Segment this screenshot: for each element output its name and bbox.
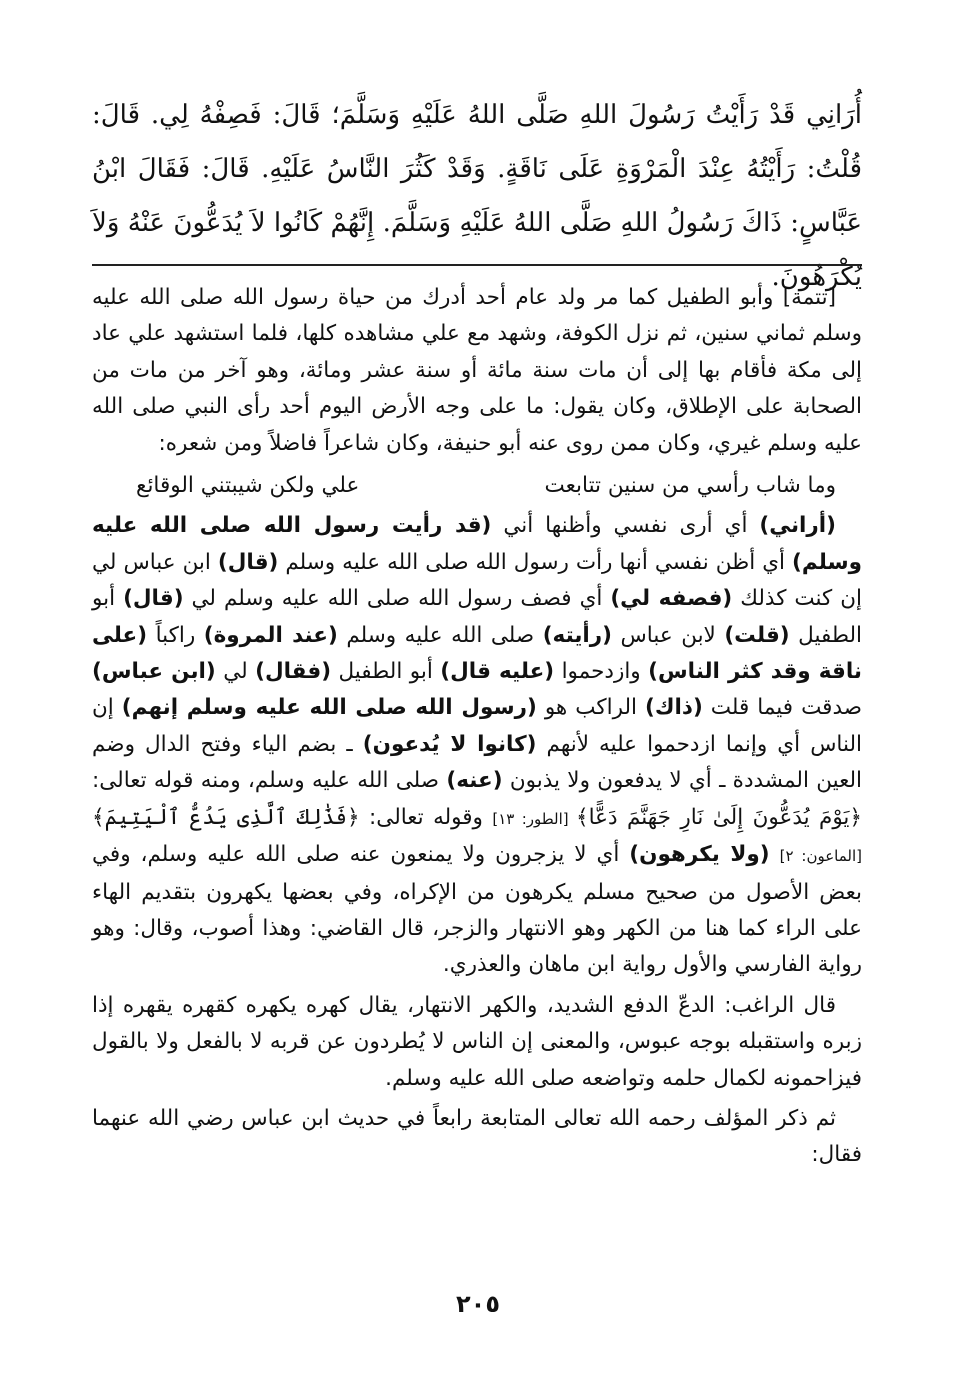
- sharh-text: أي أظن نفسي أنها رأت رسول الله صلى الله عليه وسلم: [278, 549, 793, 575]
- sharh-text: لابن عباس: [612, 622, 725, 648]
- matn-quote: (رسول الله صلى الله عليه وسلم إنهم): [121, 695, 537, 721]
- matn-quote: (قال): [217, 549, 279, 575]
- sharh-text: وازدحموا: [554, 659, 649, 685]
- sharh-text: ـ بضم الياء وفتح الدال وضم العين المشددة ـ أي لا يدفعون ولا يذبون: [92, 731, 863, 794]
- sharh-text: صلى الله عليه وسلم، ومنه قوله تعالى:: [92, 768, 447, 794]
- matn-quote: (كانوا لا يُدعون): [362, 731, 537, 757]
- sharh-text: ابن عباس لي إن كنت كذلك: [92, 549, 862, 612]
- sharh-text: وقوله تعالى:: [359, 804, 493, 830]
- matn-quote: (أراني): [759, 513, 836, 539]
- quran-reference: [الطور: ١٣]: [492, 809, 576, 828]
- sharh-text: أي لا يزجرون ولا يمنعون عنه صلى الله عليه وسلم، وفي بعض الأصول من صحيح مسلم يكرهون من الإكراه، وفي بعضها يكهرون بتقديم الهاء على الراء كما هنا من الكهر وهو الانتهار والزجر، قال القاضي: وهذا أصوب، وقال: وهو رواية الفارسي والأول رواية ابن ماهان والعذري.: [92, 842, 862, 978]
- poetry-verse: [92, 468, 862, 504]
- footnote-divider: [92, 264, 862, 266]
- sharh-text: أبو الطفيل: [92, 586, 862, 648]
- matn-quote: (عليه قال): [440, 659, 555, 685]
- raghib-paragraph: قال الراغب: الدعّ الدفع الشديد، والكهر الانتهار، يقال كهره يكهره كقهره يقهره إذا زبره واستقبله بوجه عبوس، والمعنى إن الناس لا يُطردون عن قربه لا بالفعل ولا بالقول فيزاحمونه لكمال حلمه وتواضعه صلى الله عليه وسلم.: [92, 992, 862, 1091]
- sharh-text: [770, 842, 780, 867]
- tatimma-paragraph: [تتمة] وأبو الطفيل كما مر ولد عام أحد أدرك من حياة رسول الله صلى الله عليه وسلم ثماني سنين، ثم نزل الكوفة، وشهد مع علي مشاهده كلها، فلما استشهد علي عاد إلى مكة فأقام بها إلى أن مات سنة مائة أو سنة عشر ومائة، وهو آخر من مات من الصحابة على الإطلاق، وكان يقول: ما على وجه الأرض اليوم أحد رأى النبي صلى الله عليه وسلم غيري، وكان ممن روى عنه أبو حنيفة، وكان شاعراً فاضلاً ومن شعره:: [92, 285, 862, 456]
- hadith-text: أُرَانِي قَدْ رَأَيْتُ رَسُولَ اللهِ صَلَّى اللهُ عَلَيْهِ وَسَلَّمَ؛ قَالَ: فَصِفْهُ لِي. قَالَ: قُلْتُ: رَأَيْتُهُ عِنْدَ الْمَرْوَةِ عَلَى نَاقَةٍ. وَقَدْ كَثُرَ النَّاسُ عَلَيْهِ. قَالَ: فَقَالَ ابْنُ عَبَّاسٍ: ذَاكَ رَسُولُ اللهِ صَلَّى اللهُ عَلَيْهِ وَسَلَّمَ. إِنَّهُمْ كَانُوا لاَ يُدَعُّونَ عَنْهُ وَلاَ يُكْرَهُونَ.: [92, 100, 862, 292]
- sharh-paragraph: [92, 508, 862, 983]
- sharh-text: إن الناس أي وإنما ازدحموا عليه لأنهم: [92, 695, 862, 757]
- sharh-text: الراكب هو: [536, 695, 646, 721]
- sharh-text: أبو الطفيل: [331, 659, 441, 685]
- matn-quote: (قد رأيت رسول الله صلى الله عليه وسلم): [92, 513, 862, 575]
- matn-quote: (ولا يكرهون): [629, 842, 770, 868]
- matn-quote: (قال): [123, 586, 184, 612]
- matn-quote: (قلت): [724, 622, 790, 648]
- matn-quote: (عنه): [446, 768, 503, 794]
- sharh-text: صلى الله عليه وسلم: [337, 622, 543, 648]
- sharh-text: صدقت فيما قلت: [702, 695, 863, 721]
- quran-reference: [الماعون: ٢]: [779, 847, 862, 866]
- matn-quote: (فقال): [255, 659, 332, 685]
- matn-quote: (ابن عباس): [92, 659, 216, 685]
- verse-first-hemistich: وما شاب رأسي من سنين تتابعت: [544, 473, 836, 499]
- sharh-text: أي فصف رسول الله صلى الله عليه وسلم لي: [183, 586, 611, 612]
- matn-quote: (رأيته): [542, 622, 613, 648]
- matn-quote: (ذاك): [645, 695, 703, 721]
- quran-verse: ﴿يَوْمَ يُدَعُّونَ إِلَىٰ نَارِ جَهَنَّمَ دَعًّا﴾: [576, 804, 863, 830]
- sharh-text: لي: [215, 659, 256, 685]
- verse-second-hemistich: علي ولكن شيبتني الوقائع: [136, 473, 360, 499]
- commentary-block: [92, 280, 862, 1174]
- closing-paragraph: ثم ذكر المؤلف رحمه الله تعالى المتابعة رابعاً في حديث ابن عباس رضي الله عنهما فقال:: [92, 1105, 862, 1168]
- matn-quote: (على ناقة وقد كثر الناس): [92, 622, 862, 685]
- matn-quote: (فصفه لي): [610, 586, 733, 612]
- sharh-text: راكباً: [147, 622, 204, 648]
- matn-quote: (عند المروة): [203, 622, 338, 648]
- quran-verse: ﴿فَذَٰلِكَ ٱلَّذِى يَدُعُّ ٱلْيَتِيمَ﴾: [92, 804, 360, 830]
- page-number: ٢٠٥: [456, 1290, 500, 1318]
- sharh-text: أي أرى نفسي وأظنها أني: [491, 513, 760, 539]
